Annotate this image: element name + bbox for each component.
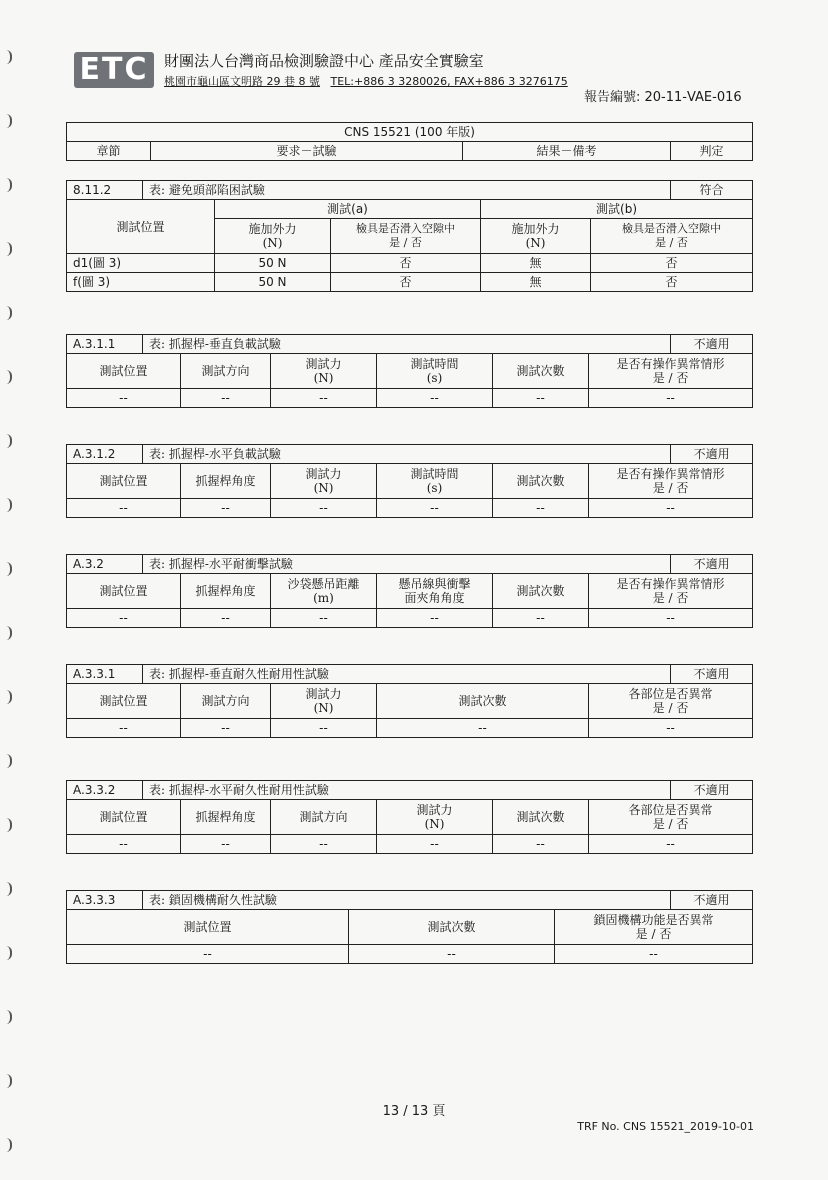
col-requirement: 要求－試驗: [151, 142, 463, 161]
table-title: 表: 抓握桿-水平耐久性耐用性試驗: [143, 781, 671, 800]
table-row: -- -- -- -- -- --: [67, 609, 753, 628]
table-title: 表: 抓握桿-垂直耐久性耐用性試驗: [143, 665, 671, 684]
clause-number: A.3.1.2: [67, 445, 143, 464]
verdict: 符合: [671, 181, 753, 200]
table-row: f(圖 3) 50 N 否 無 否: [67, 273, 753, 292]
table-title: 表: 抓握桿-垂直負載試驗: [143, 335, 671, 354]
clause-number: 8.11.2: [67, 181, 143, 200]
verdict: 不適用: [671, 781, 753, 800]
verdict: 不適用: [671, 555, 753, 574]
clause-number: A.3.3.2: [67, 781, 143, 800]
table-a-3-1-1: A.3.1.1 表: 抓握桿-垂直負載試驗 不適用 測試位置 測試方向 測試力 (N) 測試時間 (s) 測試次數 是否有操作異常情形 是 / 否 -- -- -- -- -- --: [66, 334, 752, 408]
clause-number: A.3.1.1: [67, 335, 143, 354]
etc-logo: ETC: [74, 52, 154, 88]
report-number: 報告編號: 20-11-VAE-016: [584, 90, 742, 105]
col-position: 測試位置: [67, 200, 215, 254]
col-force-a: 施加外力 (N): [215, 219, 331, 254]
clause-number: A.3.3.3: [67, 891, 143, 910]
group-a: 測試(a): [215, 200, 481, 219]
table-a-3-3-2: A.3.3.2 表: 抓握桿-水平耐久性耐用性試驗 不適用 測試位置 抓握桿角度 測試方向 測試力 (N) 測試次數 各部位是否異常 是 / 否 -- -- -- -- -- --: [66, 780, 752, 854]
table-row: -- -- --: [67, 945, 753, 964]
table-a-3-3-1: A.3.3.1 表: 抓握桿-垂直耐久性耐用性試驗 不適用 測試位置 測試方向 測試力 (N) 測試次數 各部位是否異常 是 / 否 -- -- -- -- --: [66, 664, 752, 738]
table-row: -- -- -- -- -- --: [67, 389, 753, 408]
standard-header-table: [66, 122, 752, 161]
address-line: [164, 73, 568, 89]
table-row: -- -- -- -- -- --: [67, 499, 753, 518]
verdict: 不適用: [671, 335, 753, 354]
col-gap-a: 檢具是否滑入空隙中 是 / 否: [331, 219, 481, 254]
phone-fax: TEL:+886 3 3280026, FAX+886 3 3276175: [330, 75, 568, 88]
clause-number: A.3.3.1: [67, 665, 143, 684]
table-title: 表: 抓握桿-水平耐衝擊試驗: [143, 555, 671, 574]
table-row: d1(圖 3) 50 N 否 無 否: [67, 254, 753, 273]
address: 桃園市龜山區文明路 29 巷 8 號: [164, 75, 320, 88]
table-title: 表: 避免頭部陷困試驗: [143, 181, 671, 200]
standard-title: CNS 15521 (100 年版): [67, 123, 753, 142]
table-title: 表: 鎖固機構耐久性試驗: [143, 891, 671, 910]
verdict: 不適用: [671, 445, 753, 464]
table-row: -- -- -- -- --: [67, 719, 753, 738]
col-clause: 章節: [67, 142, 151, 161]
page-number: 13 / 13 頁: [382, 1104, 446, 1119]
col-result: 結果－備考: [463, 142, 671, 161]
trf-number: TRF No. CNS 15521_2019-10-01: [577, 1120, 754, 1133]
binder-holes: [0, 0, 14, 1180]
verdict: 不適用: [671, 665, 753, 684]
table-row: -- -- -- -- -- --: [67, 835, 753, 854]
table-8-11-2: [66, 180, 752, 292]
org-name: 財團法人台灣商品檢測驗證中心 產品安全實驗室: [164, 52, 484, 70]
col-verdict: 判定: [671, 142, 753, 161]
table-a-3-3-3: A.3.3.3 表: 鎖固機構耐久性試驗 不適用 測試位置 測試次數 鎖固機構功能是否異常 是 / 否 -- -- --: [66, 890, 752, 964]
table-a-3-1-2: A.3.1.2 表: 抓握桿-水平負載試驗 不適用 測試位置 抓握桿角度 測試力 (N) 測試時間 (s) 測試次數 是否有操作異常情形 是 / 否 -- -- -- -- -- --: [66, 444, 752, 518]
group-b: 測試(b): [481, 200, 753, 219]
verdict: 不適用: [671, 891, 753, 910]
clause-number: A.3.2: [67, 555, 143, 574]
col-force-b: 施加外力 (N): [481, 219, 591, 254]
col-gap-b: 檢具是否滑入空隙中 是 / 否: [591, 219, 753, 254]
table-a-3-2: A.3.2 表: 抓握桿-水平耐衝擊試驗 不適用 測試位置 抓握桿角度 沙袋懸吊距離 (m) 懸吊線與衝擊 面夾角角度 測試次數 是否有操作異常情形 是 / 否 -- -- -- -- -- --: [66, 554, 752, 628]
table-title: 表: 抓握桿-水平負載試驗: [143, 445, 671, 464]
